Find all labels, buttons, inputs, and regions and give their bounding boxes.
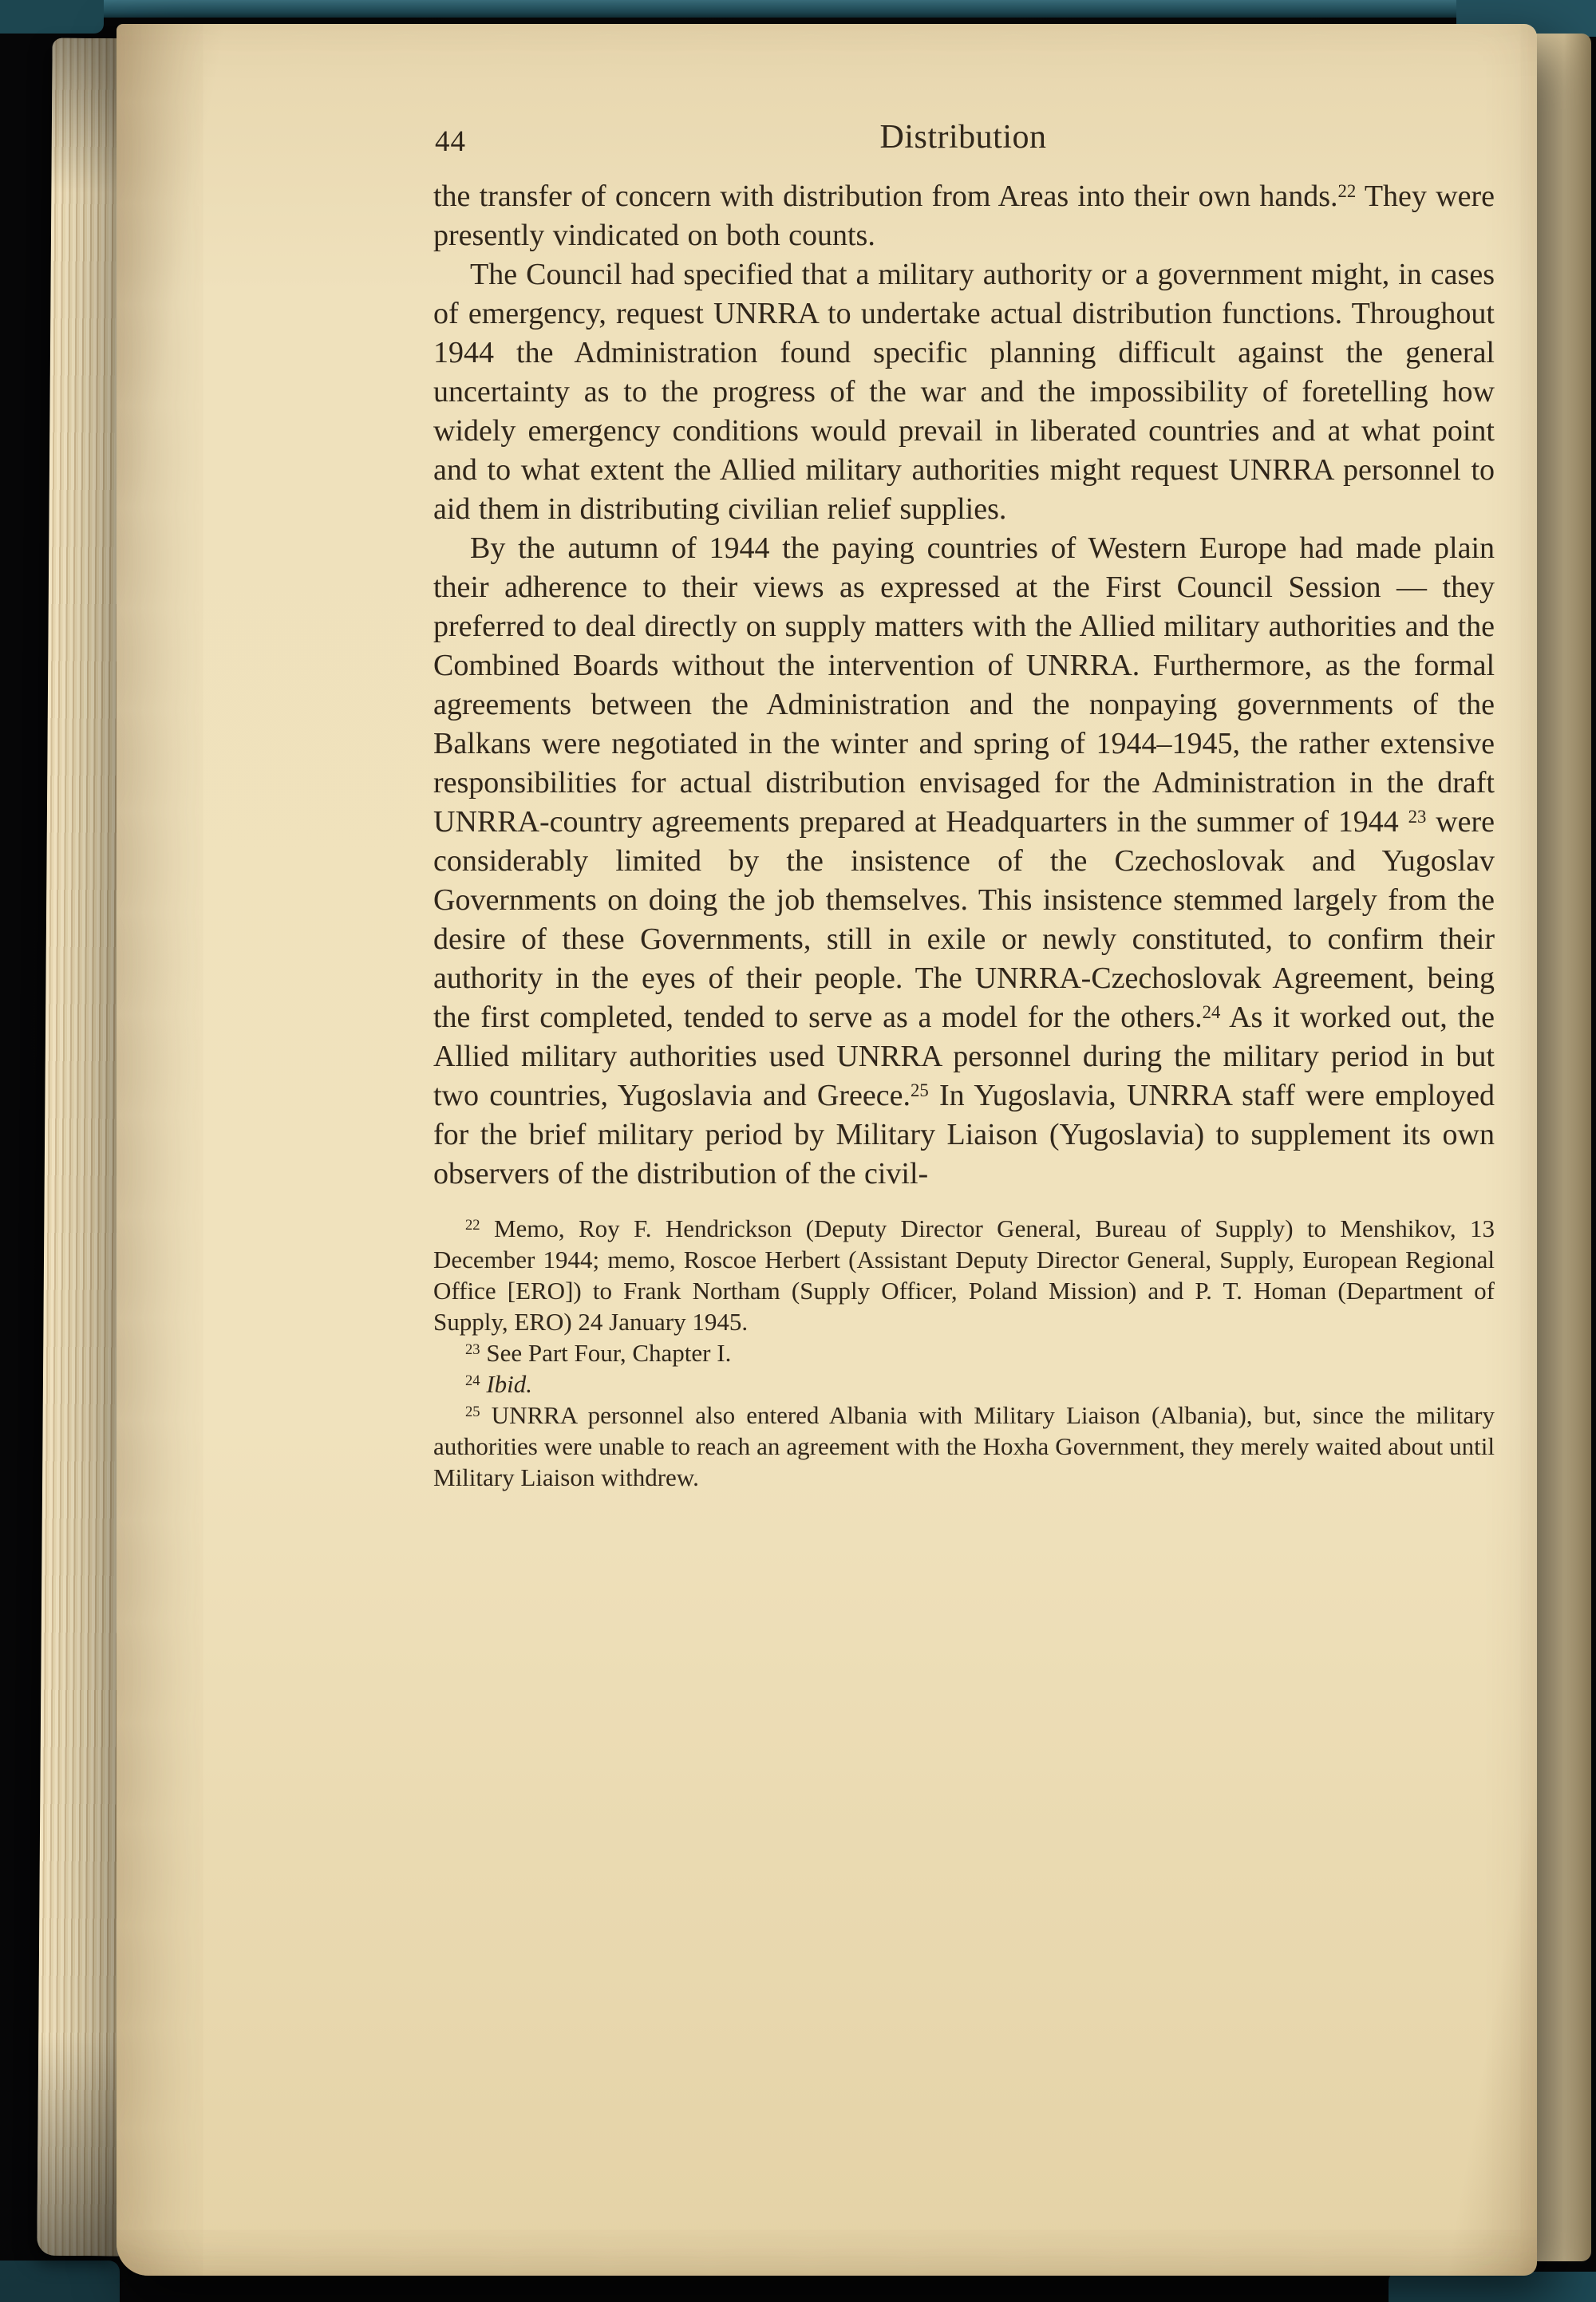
footnote-reference: 22	[1337, 181, 1357, 202]
footnote-reference: 25	[910, 1080, 929, 1101]
running-head: Distribution	[879, 119, 1047, 156]
footnote	[433, 1213, 1495, 1337]
footnote-marker: 22	[465, 1217, 480, 1234]
text-segment: See Part Four, Chapter I.	[480, 1339, 732, 1367]
text-segment: By the autumn of 1944 the paying countries of Western Europe had made plain their adherence to their views as expressed at the First Council Session — they preferred to deal directly on supply matters with the Allied military authorities and the Combined Boards without the intervention of UNRRA. Furthermore, as the formal agreements between the Administration and the nonpaying governments of the Balkans were negotiated in the winter and spring of 1944–1945, the rather extensive responsibilities for actual distribution envisaged for the Administration in the draft UNRRA-country agreements prepared at Headquarters in the summer of 1944	[433, 531, 1495, 839]
book-page	[117, 24, 1537, 2276]
text-segment: The Council had specified that a military authority or a government might, in cases of emergency, request UNRRA to undertake actual distribution functions. Throughout 1944 the Administration found specific planning difficult against the general uncertainty as to the progress of the war and the impossibility of foretelling how widely emergency conditions would prevail in liberated countries and at what point and to what extent the Allied military authorities might request UNRRA personnel to aid them in distributing civilian relief supplies.	[433, 258, 1495, 526]
body-paragraph	[433, 529, 1495, 1194]
body-paragraph	[433, 255, 1495, 529]
footnote	[433, 1400, 1495, 1493]
footnote	[433, 1337, 1495, 1368]
text-segment: They were presently vindicated on both counts.	[433, 180, 1495, 252]
italic-text: Ibid.	[480, 1370, 533, 1398]
text-segment: the transfer of concern with distribution from Areas into their own hands.	[433, 180, 1338, 213]
footnotes	[433, 1213, 1495, 1493]
book-cover-corner-bottom-right	[1389, 2272, 1596, 2302]
text-segment: As it worked out, the Allied military authorities used UNRRA personnel during the military period in but two countries, Yugoslavia and Greece.	[433, 1001, 1495, 1112]
page-header	[433, 118, 1493, 166]
footnote-marker: 23	[465, 1341, 480, 1359]
body-paragraph	[433, 177, 1495, 255]
footnote	[433, 1368, 1495, 1400]
right-page-edges	[1531, 34, 1591, 2261]
book-cover-corner-bottom-left	[0, 2261, 120, 2302]
footnote-reference: 23	[1408, 807, 1427, 827]
text-segment: were considerably limited by the insistence of the Czechoslovak and Yugoslav Governments on doing the job themselves. This insistence stemmed largely from the desire of these Governments, still in exile or newly constituted, to confirm their authority in the eyes of their people. The UNRRA-Czechoslovak Agreement, being the first completed, tended to serve as a model for the others.	[433, 805, 1495, 1034]
text-segment: Memo, Roy F. Hendrickson (Deputy Director General, Bureau of Supply) to Menshikov, 13 December 1944; memo, Roscoe Herbert (Assistant Deputy Director General, Supply, European Regional Office [ERO]) to Frank Northam (Supply Officer, Poland Mission) and P. T. Homan (Department of Supply, ERO) 24 January 1945.	[433, 1214, 1495, 1336]
text-segment: In Yugoslavia, UNRRA staff were employed for the brief military period by Military Liaison (Yugoslavia) to supplement its own observers of the distribution of the civil-	[433, 1079, 1495, 1190]
book-cover-corner-top-left	[0, 0, 104, 34]
page-number: 44	[435, 125, 466, 158]
book-cover-top-edge	[0, 0, 1596, 18]
text-segment: UNRRA personnel also entered Albania with Military Liaison (Albania), but, since the military authorities were unable to reach an agreement with the Hoxha Government, they merely waited about until Military Liaison withdrew.	[433, 1401, 1495, 1491]
footnote-reference: 24	[1202, 1002, 1221, 1023]
footnote-marker: 25	[465, 1404, 480, 1421]
footnote-marker: 24	[465, 1372, 480, 1390]
body-text	[433, 177, 1495, 1194]
